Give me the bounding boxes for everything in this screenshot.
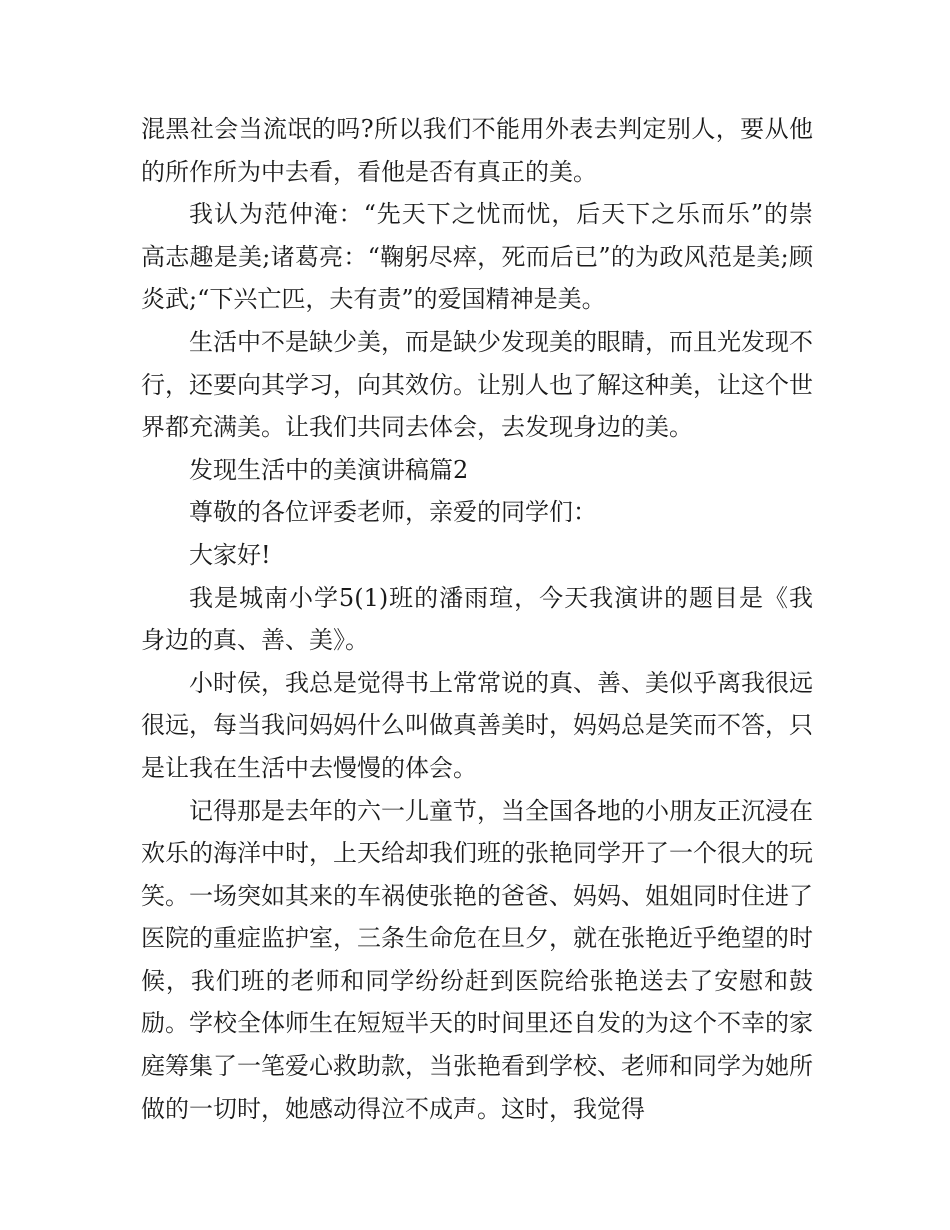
paragraph-childhood: 小时侯，我总是觉得书上常常说的真、善、美似乎离我很远很远，每当我问妈妈什么叫做真善美时，妈妈总是笑而不答，只是让我在生活中去慢慢的体会。 [141,668,813,782]
paragraph-2: 我认为范仲淹：“先天下之忧而忧，后天下之乐而乐”的崇高志趣是美;诸葛亮：“鞠躬尽瘁，死而后已”的为政风范是美;顾炎武;“下兴亡匹，夫有责”的爱国精神是美。 [141,200,813,314]
paragraph-3: 生活中不是缺少美，而是缺少发现美的眼睛，而且光发现不行，还要向其学习，向其效仿。让别人也了解这种美，让这个世界都充满美。让我们共同去体会，去发现身边的美。 [141,327,813,442]
paragraph-intro: 我是城南小学5(1)班的潘雨瑄，今天我演讲的题目是《我身边的真、善、美》。 [141,583,813,655]
salutation: 尊敬的各位评委老师，亲爱的同学们： [189,498,597,527]
document-body [141,108,813,1130]
greeting: 大家好! [189,540,271,569]
paragraph-1: 混黑社会当流氓的吗?所以我们不能用外表去判定别人，要从他的所作所为中去看，看他是否有真正的美。 [141,115,813,186]
section-heading: 发现生活中的美演讲稿篇2 [189,455,469,484]
paragraph-story: 记得那是去年的六一儿童节，当全国各地的小朋友正沉浸在欢乐的海洋中时，上天给却我们班的张艳同学开了一个很大的玩笑。一场突如其来的车祸使张艳的爸爸、妈妈、姐姐同时住进了医院的重症监护室，三条生命危在旦夕，就在张艳近乎绝望的时候，我们班的老师和同学纷纷赶到医院给张艳送去了安慰和鼓励。学校全体师生在短短半天的时间里还自发的为这个不幸的家庭筹集了一笔爱心救助款，当张艳看到学校、老师和同学为她所做的一切时，她感动得泣不成声。这时，我觉得 [141,796,813,1123]
